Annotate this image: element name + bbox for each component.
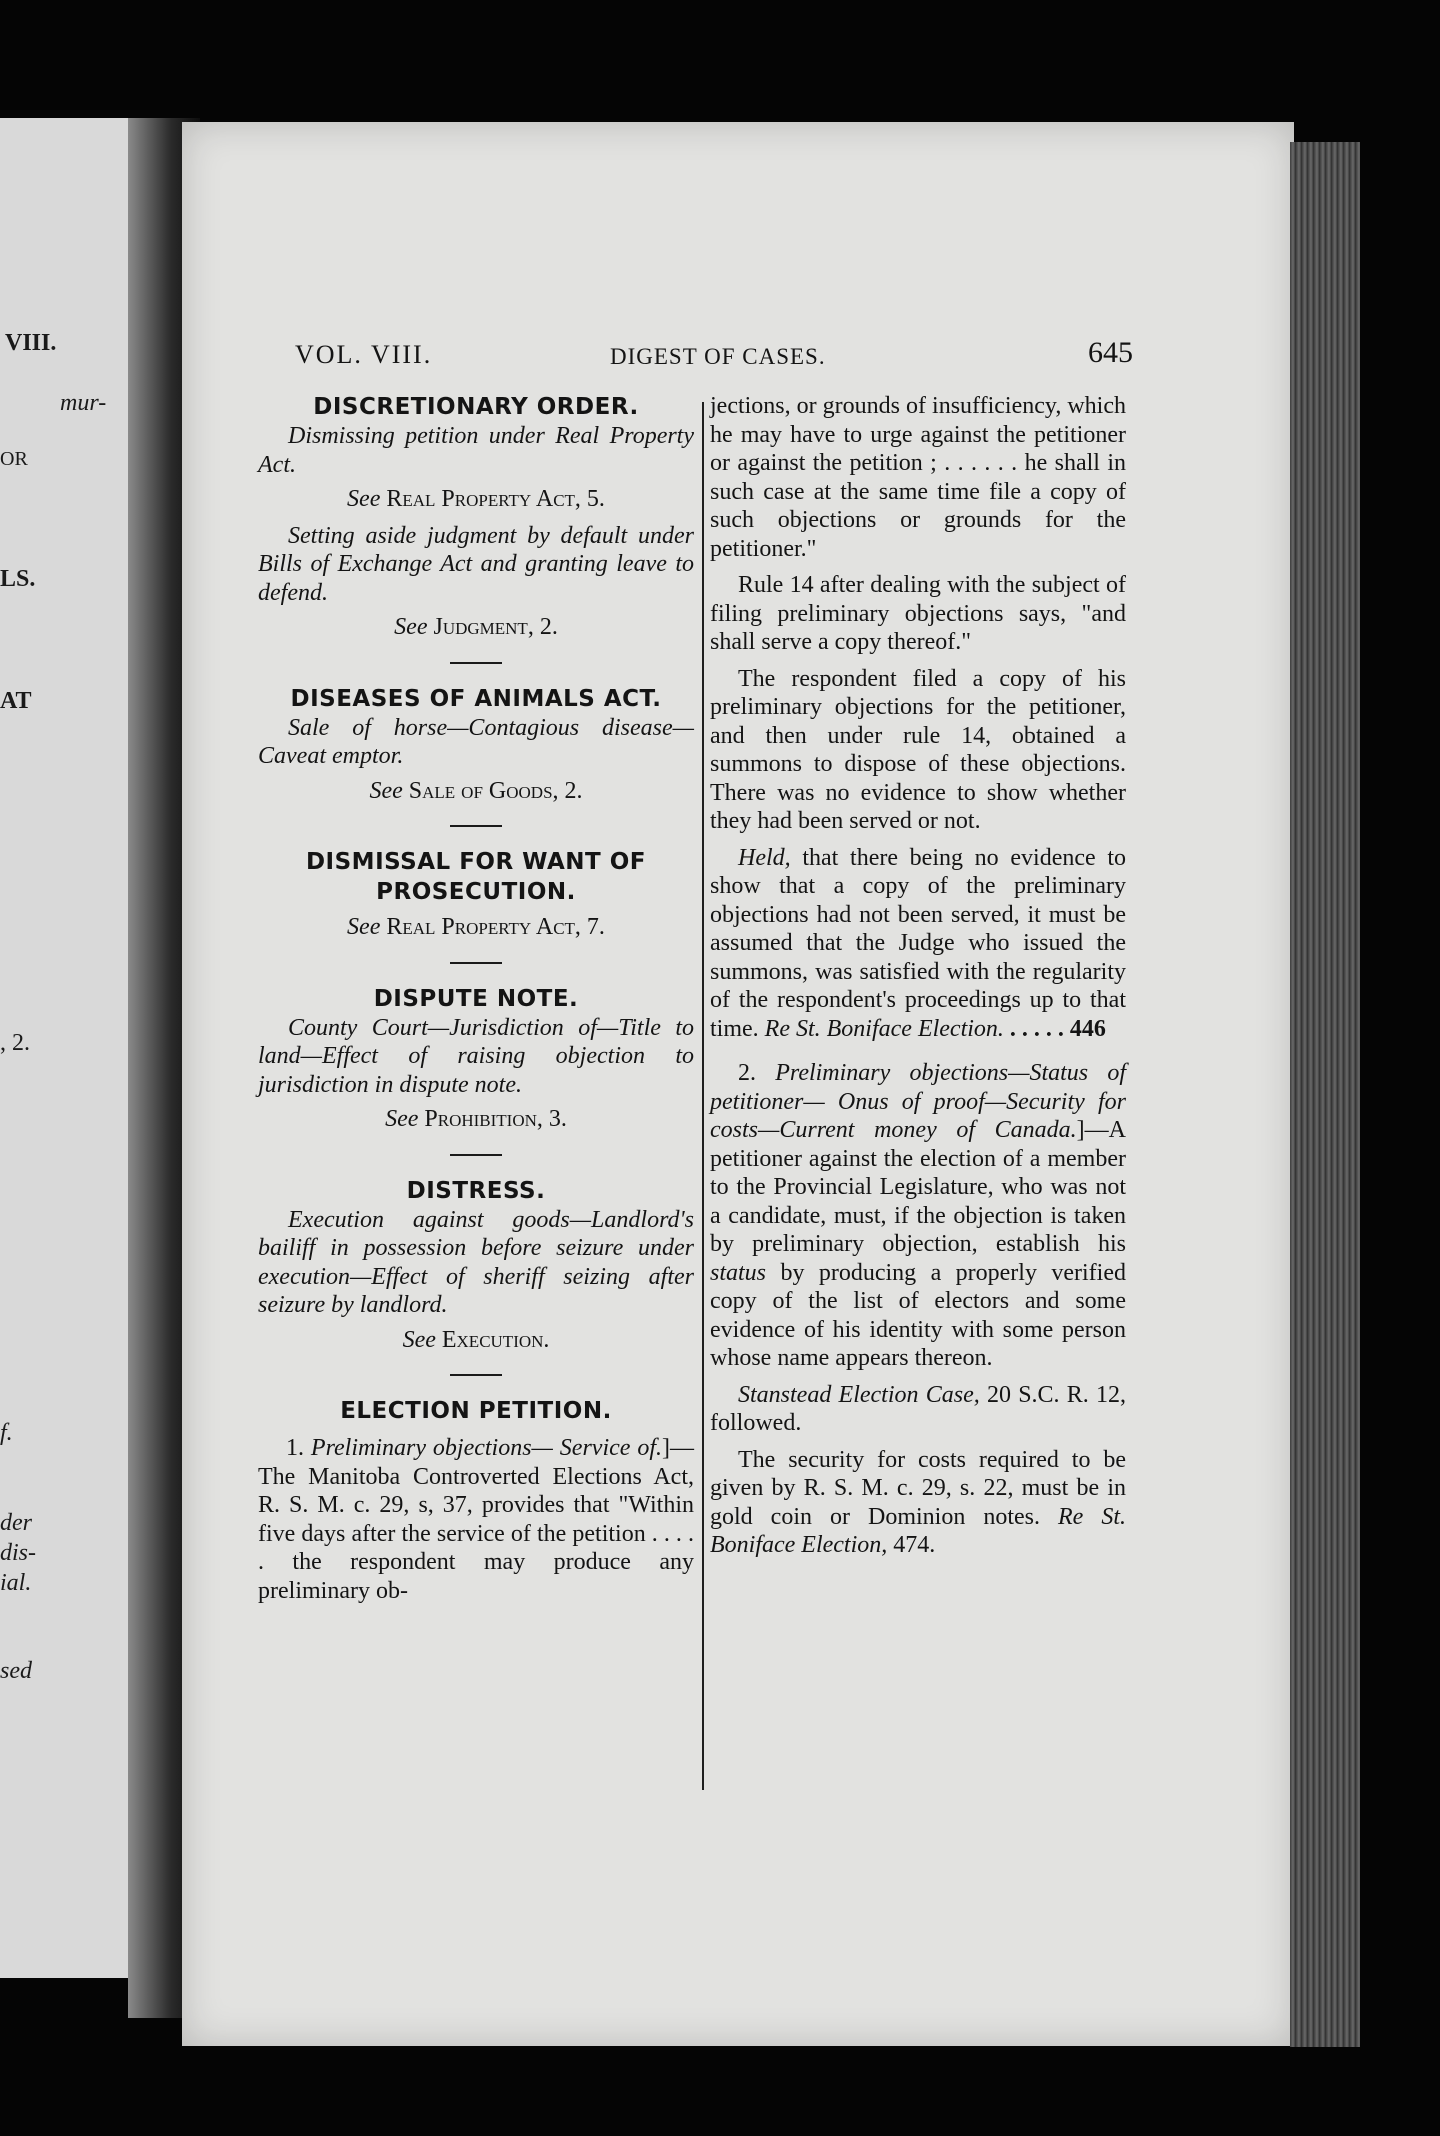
digest-entry: County Court—Jurisdiction of—Title to land—Effect of raising objection to jurisdiction in dispute note. [258,1014,694,1098]
right-column [710,392,1126,1560]
case-name: Re St. Boniface Election. [764,1015,1004,1042]
paragraph-text: 20 S.C. R. 12, followed. [710,1381,1127,1436]
case-name: Stanstead Election Case, [738,1381,980,1408]
facing-page-text-fragment: OR [0,448,28,470]
left-column [258,392,694,1605]
section-divider [450,662,502,664]
section-divider [450,1374,502,1376]
see-word: See [394,614,428,640]
digest-entry: Execution against goods—Landlord's bailiff in possession before seizure under execution—Effect of sheriff seizing after seizure by landlord. [258,1206,694,1318]
see-word: See [369,777,403,804]
page-number: 645 [1088,336,1133,369]
entry-text: by producing a properly verified copy of the list of electors and some evidence of his identity with some person whose name appears thereon. [710,1259,1126,1371]
entry-number: 1. [286,1435,304,1461]
held-word: Held, [738,844,791,871]
cross-reference-target: Judgment, 2. [433,614,558,640]
section-divider [450,1154,502,1156]
cross-reference [258,1105,694,1134]
digest-entry: Dismissing petition under Real Property Act. [258,423,694,478]
paragraph-text: The security for costs required to be given by R. S. M. c. 29, s. 22, must be in gold coin or Dominion notes. [710,1446,1126,1530]
cross-reference [258,777,694,806]
section-heading: DISEASES OF ANIMALS ACT. [290,685,662,712]
status-word: status [710,1259,767,1286]
facing-page-text-fragment: der [0,1510,32,1536]
cross-reference [258,913,694,942]
cross-reference-target: Sale of Goods, 2. [408,777,583,804]
facing-page-text-fragment: sed [0,1658,32,1684]
facing-page-fragment [0,118,128,1978]
section-heading: DISPUTE NOTE. [373,985,579,1012]
facing-page-text-fragment: AT [0,688,32,714]
entry-title: Preliminary objections— Service of. [310,1435,662,1461]
cross-reference [258,1326,694,1355]
section-heading: DISCRETIONARY ORDER. [313,394,639,420]
facing-page-header-fragment: VIII. [5,330,57,356]
paragraph: Rule 14 after dealing with the subject of filing preliminary objections says, "and shall serve a copy thereof." [710,572,1126,655]
cross-reference [258,485,694,514]
see-word: See [385,1106,419,1132]
running-head [295,336,1133,380]
cross-reference-target: Prohibition, 3. [424,1106,567,1132]
facing-page-text-fragment: f. [0,1420,13,1446]
facing-page-text-fragment: mur- [60,390,107,416]
entry-text: ]—The Manitoba Controverted Elections Act, R. S. M. c. 29, s, 37, provides that "Within five days after the service of the petition . . . . . the respondent may produce any preliminary ob- [258,1435,694,1604]
paragraph: The respondent filed a copy of his preliminary objections for the petitioner, and then under rule 14, obtained a summons to dispose of these objections. There was no evidence to show whether they had been served or not. [710,665,1126,834]
facing-page-text-fragment: dis- [0,1540,36,1566]
see-word: See [347,486,381,512]
page-reference: 474. [893,1532,936,1558]
volume-label: VOL. VIII. [295,340,433,369]
section-heading: DISTRESS. [406,1177,546,1204]
cross-reference-target: Real Property Act, 5. [386,486,605,512]
section-divider [450,962,502,964]
cross-reference-target: Real Property Act, 7. [386,914,605,940]
entry-title: Preliminary objections—Status of petitioner— Onus of proof—Security for costs—Current money of Canada. [710,1060,1127,1143]
digest-entry [258,1434,694,1605]
entry-text: ]—A petitioner against the election of a member to the Provincial Legislature, who was not a candidate, must, if the objection is taken by preliminary objection, establish his [710,1117,1126,1257]
cross-reference [258,613,694,642]
see-word: See [347,914,381,940]
facing-page-text-fragment: ial. [0,1570,32,1596]
digest-entry: Setting aside judgment by default under Bills of Exchange Act and granting leave to defend. [258,522,694,606]
facing-page-text-fragment: , 2. [0,1030,30,1056]
cross-reference-target: Execution. [441,1326,550,1353]
page-edges [1290,142,1360,2047]
facing-page-text-fragment: LS. [0,566,36,592]
column-rule [702,402,704,1790]
paragraph [710,1381,1126,1438]
paragraph-text: that there being no evidence to show that a copy of the preliminary objections had not been served, it must be assumed that the Judge who issued the summons, was satisfied with the regularity of the respondent's proceedings up to that time. [710,844,1126,1042]
see-word: See [402,1326,436,1353]
section-divider [450,825,502,827]
paragraph [710,844,1126,1044]
digest-entry: Sale of horse—Contagious disease—Caveat emptor. [258,714,694,769]
paragraph [710,1446,1126,1560]
paragraph: jections, or grounds of insufficiency, which he may have to urge against the petitioner or against the petition ; . . . . . . he shall in such case at the same time file a copy of such objections or grounds for the petitioner." [710,393,1126,562]
page-reference: . . . . . 446 [1009,1015,1106,1042]
running-title: DIGEST OF CASES. [610,344,826,369]
section-heading: DISMISSAL FOR WANT OF PROSECUTION. [305,849,647,905]
section-heading: ELECTION PETITION. [340,1398,612,1424]
entry-number: 2. [738,1060,756,1086]
case-name: Re St. Boniface Election, [710,1503,1127,1558]
digest-entry [710,1059,1126,1373]
